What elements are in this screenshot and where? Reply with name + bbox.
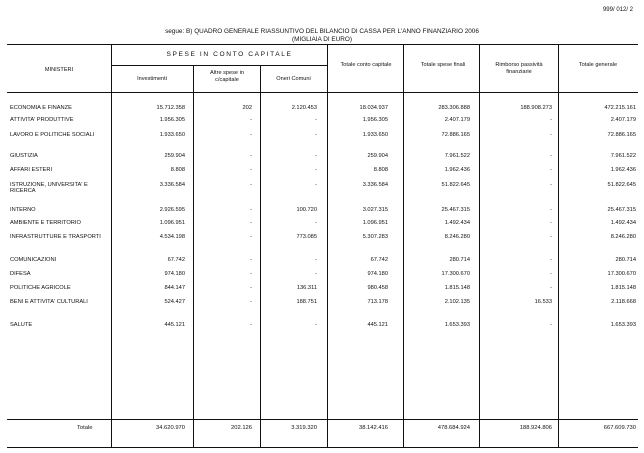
cell-tcc: 3.027.315 [362, 207, 388, 213]
cell-tcc: 67.742 [370, 257, 388, 263]
column-divider [558, 45, 559, 447]
column-divider [193, 65, 194, 447]
cell-altre: - [250, 117, 252, 123]
ministry-name: LAVORO E POLITICHE SOCIALI [10, 132, 95, 138]
cell-rimb: 188.908.273 [520, 105, 552, 111]
cell-tsf: 280.714 [449, 257, 470, 263]
cell-altre: - [250, 299, 252, 305]
cell-tg: 1.653.393 [610, 322, 636, 328]
cell-inv: 3.336.584 [159, 182, 185, 188]
cell-rimb: - [550, 207, 552, 213]
cell-rimb: - [550, 257, 552, 263]
cell-rimb: - [550, 132, 552, 138]
ministry-name: POLITICHE AGRICOLE [10, 285, 71, 291]
cell-rimb: - [550, 153, 552, 159]
total-oneri-comuni: 3.319.320 [291, 425, 317, 431]
cell-altre: - [250, 234, 252, 240]
cell-tsf: 1.653.393 [444, 322, 470, 328]
ministry-name: INTERNO [10, 207, 36, 213]
cell-tg: 2.407.179 [610, 117, 636, 123]
cell-tsf: 72.886.165 [441, 132, 470, 138]
cell-rimb: - [550, 167, 552, 173]
cell-tsf: 283.306.888 [438, 105, 470, 111]
cell-tsf: 1.815.148 [444, 285, 470, 291]
total-investimenti: 34.620.970 [155, 425, 185, 431]
cell-oneri: - [315, 167, 317, 173]
cell-tsf: 8.246.280 [444, 234, 470, 240]
header-ministeri: MINISTERI [44, 67, 74, 73]
cell-altre: - [250, 220, 252, 226]
cell-tsf: 2.102.135 [444, 299, 470, 305]
cell-tg: 1.492.434 [610, 220, 636, 226]
cell-tg: 7.961.522 [610, 153, 636, 159]
cell-altre: - [250, 182, 252, 188]
cell-tcc: 974.180 [367, 271, 388, 277]
header-totale-spese-finali: Totale spese finali [420, 62, 466, 68]
header-totale-generale: Totale generale [578, 62, 618, 68]
cell-tg: 280.714 [615, 257, 636, 263]
ministry-name: ATTIVITA' PRODUTTIVE [10, 117, 74, 123]
total-altre-spese: 202.126 [231, 425, 252, 431]
ministry-name: GIUSTIZIA [10, 153, 38, 159]
table-title [0, 28, 644, 44]
total-spese-finali: 478.684.924 [437, 425, 470, 431]
cell-rimb: - [550, 117, 552, 123]
header-totale-conto-capitale: Totale conto capitale [340, 62, 392, 68]
cell-altre: 202 [242, 105, 252, 111]
cell-tsf: 1.962.436 [444, 167, 470, 173]
cell-inv: 974.180 [164, 271, 185, 277]
cell-inv: 524.427 [164, 299, 185, 305]
cell-tcc: 3.336.584 [362, 182, 388, 188]
cell-tcc: 1.956.305 [362, 117, 388, 123]
header-divider [7, 92, 638, 93]
total-divider [7, 419, 638, 420]
cell-tsf: 2.407.179 [444, 117, 470, 123]
cell-tsf: 1.492.434 [444, 220, 470, 226]
cell-rimb: - [550, 271, 552, 277]
cell-tg: 1.962.436 [610, 167, 636, 173]
cell-tcc: 980.458 [367, 285, 388, 291]
cell-inv: 844.147 [164, 285, 185, 291]
ministry-name: AFFARI ESTERI [10, 167, 53, 173]
cell-tcc: 1.096.951 [362, 220, 388, 226]
cell-tcc: 713.178 [367, 299, 388, 305]
ministry-name: COMUNICAZIONI [10, 257, 57, 263]
cell-tcc: 18.034.937 [359, 105, 388, 111]
cell-inv: 259.904 [164, 153, 185, 159]
cell-tcc: 1.933.650 [362, 132, 388, 138]
total-conto-capitale: 38.142.416 [358, 425, 388, 431]
cell-inv: 1.956.305 [159, 117, 185, 123]
cell-oneri: - [315, 220, 317, 226]
cell-altre: - [250, 132, 252, 138]
total-generale: 667.609.730 [603, 425, 636, 431]
cell-altre: - [250, 153, 252, 159]
cell-oneri: 100.720 [296, 207, 317, 213]
cell-oneri: - [315, 153, 317, 159]
cell-tsf: 51.822.645 [441, 182, 470, 188]
cell-oneri: 773.085 [296, 234, 317, 240]
cell-rimb: 16.533 [534, 299, 552, 305]
cell-altre: - [250, 167, 252, 173]
ministry-name: ISTRUZIONE, UNIVERSITA' E RICERCA [10, 182, 88, 195]
cell-oneri: 2.120.453 [291, 105, 317, 111]
total-label: Totale [77, 425, 93, 431]
cell-rimb: - [550, 322, 552, 328]
cell-oneri: - [315, 117, 317, 123]
cell-tcc: 259.904 [367, 153, 388, 159]
header-oneri-comuni: Oneri Comuni [276, 76, 311, 82]
cell-oneri: 188.751 [296, 299, 317, 305]
unit-label: (MIGLIAIA DI EURO) [291, 36, 352, 43]
cell-tg: 17.300.670 [607, 271, 636, 277]
title-text: segue: B) QUADRO GENERALE RIASSUNTIVO DEL BILANCIO DI CASSA PER L'ANNO FINANZIARIO 2006 [165, 28, 479, 35]
cell-inv: 4.534.198 [159, 234, 185, 240]
ministry-name: DIFESA [10, 271, 31, 277]
column-divider [327, 45, 328, 447]
cell-inv: 67.742 [167, 257, 185, 263]
cell-rimb: - [550, 285, 552, 291]
cell-oneri: - [315, 271, 317, 277]
column-divider [479, 45, 480, 447]
cell-tcc: 8.808 [373, 167, 388, 173]
cell-oneri: 136.311 [296, 285, 317, 291]
cell-altre: - [250, 271, 252, 277]
cell-oneri: - [315, 322, 317, 328]
column-divider [111, 45, 112, 447]
cell-oneri: - [315, 132, 317, 138]
header-subdivider [111, 65, 327, 66]
cell-altre: - [250, 322, 252, 328]
ministry-name: SALUTE [10, 322, 33, 328]
ministry-name: ECONOMIA E FINANZE [10, 105, 72, 111]
header-altre-spese: Altre spese in c/capitale [210, 70, 244, 83]
cell-tsf: 17.300.670 [441, 271, 470, 277]
cell-tg: 8.246.280 [610, 234, 636, 240]
cell-tsf: 25.467.315 [441, 207, 470, 213]
ministry-name: AMBIENTE E TERRITORIO [10, 220, 81, 226]
cell-rimb: - [550, 182, 552, 188]
cell-oneri: - [315, 182, 317, 188]
cell-tg: 1.815.148 [610, 285, 636, 291]
cell-rimb: - [550, 220, 552, 226]
cell-altre: - [250, 207, 252, 213]
column-divider [403, 45, 404, 447]
cell-altre: - [250, 257, 252, 263]
budget-table [7, 44, 638, 448]
cell-tg: 51.822.645 [607, 182, 636, 188]
ministry-name: INFRASTRUTTURE E TRASPORTI [10, 234, 101, 240]
cell-tcc: 445.121 [367, 322, 388, 328]
page-reference: 999/ 012/ 2 [602, 7, 633, 13]
cell-inv: 8.808 [170, 167, 185, 173]
cell-tcc: 5.307.283 [362, 234, 388, 240]
cell-oneri: - [315, 257, 317, 263]
cell-inv: 1.933.650 [159, 132, 185, 138]
header-spese-conto-capitale: SPESE IN CONTO CAPITALE [166, 51, 293, 58]
cell-tsf: 7.961.522 [444, 153, 470, 159]
cell-tg: 472.215.161 [604, 105, 636, 111]
ministry-name: BENI E ATTIVITA' CULTURALI [10, 299, 88, 305]
cell-tg: 25.467.315 [607, 207, 636, 213]
header-investimenti: Investimenti [137, 76, 167, 82]
total-rimborso: 188.924.806 [519, 425, 552, 431]
cell-tg: 2.118.668 [611, 299, 636, 305]
column-divider [260, 65, 261, 447]
cell-inv: 2.926.595 [159, 207, 185, 213]
cell-rimb: - [550, 234, 552, 240]
cell-inv: 15.712.358 [156, 105, 185, 111]
cell-altre: - [250, 285, 252, 291]
cell-tg: 72.886.165 [607, 132, 636, 138]
cell-inv: 445.121 [164, 322, 185, 328]
cell-inv: 1.096.951 [159, 220, 185, 226]
header-rimborso: Rimborso passività finanziarie [495, 62, 543, 75]
